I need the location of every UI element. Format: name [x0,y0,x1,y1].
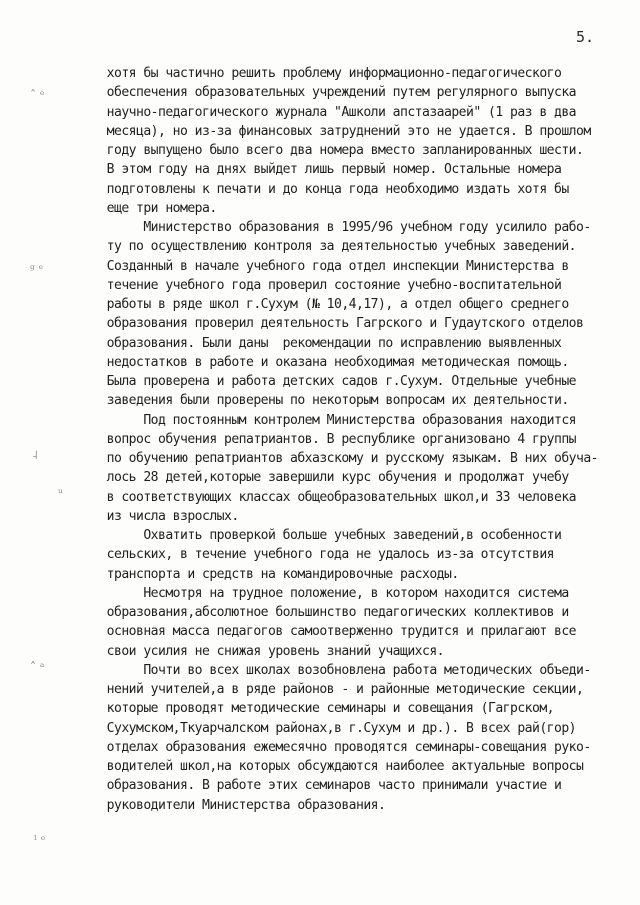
margin-mark: ᵘ [58,486,63,500]
text-line: течение учебного года проверил состояние учебно-воспитательной [92,277,562,293]
text-line: свои усилия не снижая уровень знаний учащихся. [92,643,444,659]
margin-mark: ˄ ᵃ [30,660,45,674]
text-line: образования. Были даны рекомендации по исправлению выявленных [92,335,562,351]
text-line: по обучению репатриантов абхазскому и русскому языкам. В них обуча- [92,451,598,466]
page-number: 5. [576,28,595,46]
text-line: Почти во всех школах возобновлена работа методических объеди- [92,662,591,678]
text-line: Сухумском,Ткуарчалском районах,в г.Сухум и др.). В всех рай(гор) [92,720,576,736]
text-line: руководители Министерства образования. [92,797,386,813]
text-line: году выпущено было всего два номера вместо запланированных шести. [92,143,584,158]
text-line: В этом году на днях выйдет лишь первый номер. Остальные номера [92,162,562,178]
text-line: образования. В работе этих семинаров часто принимали участие и [92,778,562,794]
text-line: ту по осуществлению контроля за деятельностью учебных заведений. [92,239,576,255]
text-line: основная масса педагогов самоотверженно трудится и прилагают все [92,624,576,640]
text-line: в соответствующих классах общеобразовательных школ,и 33 человека [92,489,576,505]
text-line: транспорта и средств на командировочные расходы. [92,566,459,582]
text-line: недостатков в работе и оказана необходимая методическая помощь. [92,354,569,370]
text-line: еще три номера. [92,200,217,216]
text-line: заведения были проверены по некоторым вопросам их деятельности. [92,393,569,409]
text-line: обеспечения образовательных учреждений путем регулярного выпуска [92,85,576,101]
text-line: образования проверил деятельность Гагрского и Гудаутского отделов [92,316,584,332]
text-line: сельских, в течение учебного года не удалось из-за отсутствия [92,547,554,563]
text-line: хотя бы частично решить проблему информационно-педагогического [92,66,562,81]
text-line: которые проводят методические семинары и совещания (Гагрском, [92,701,554,717]
text-line: из числа взрослых. [92,508,239,524]
text-line: Охватить проверкой больше учебных заведений,в особенности [92,528,562,543]
margin-mark: ˨ [32,448,38,462]
text-line: отделах образования ежемесячно проводятся семинары-совещания руко- [92,739,591,755]
text-line: образования,абсолютное большинство педагогических коллективов и [92,605,569,620]
text-line: вопрос обучения репатриантов. В республике организовано 4 группы [92,431,576,447]
text-line: Министерство образования в 1995/96 учебном году усилило рабо- [92,220,591,235]
text-line: Была проверена и работа детских садов г.Сухум. Отдельные учебные [92,374,576,389]
text-line: лось 28 детей,которые завершили курс обучения и продолжат учебу [92,470,569,486]
text-line: водителей школ,на которых обсуждаются наиболее актуальные вопросы [92,759,584,774]
body-text [92,64,612,815]
text-line: подготовлены к печати и до конца года необходимо издать хотя бы [92,181,569,197]
text-line: Созданный в начале учебного года отдел инспекции Министерства в [92,258,569,274]
text-line: научно-педагогического журнала "Ашколи апстазаарей" (1 раз в два [92,104,576,120]
margin-mark: ˡ ᵉ [34,833,46,847]
margin-mark: ᵍ ᵉ [30,262,44,276]
text-line: месяца), но из-за финансовых затруднений это не удается. В прошлом [92,123,591,139]
text-line: Несмотря на трудное положение, в котором находится система [92,585,569,601]
text-line: работы в ряде школ г.Сухум (№ 10,4,17), а отдел общего среднего [92,297,569,312]
margin-mark: ˆ ᵉ [30,88,45,102]
text-line: нений учителей,а в ряде районов - и районные методические секции, [92,682,584,697]
text-line: Под постоянным контролем Министерства образования находится [92,412,576,428]
